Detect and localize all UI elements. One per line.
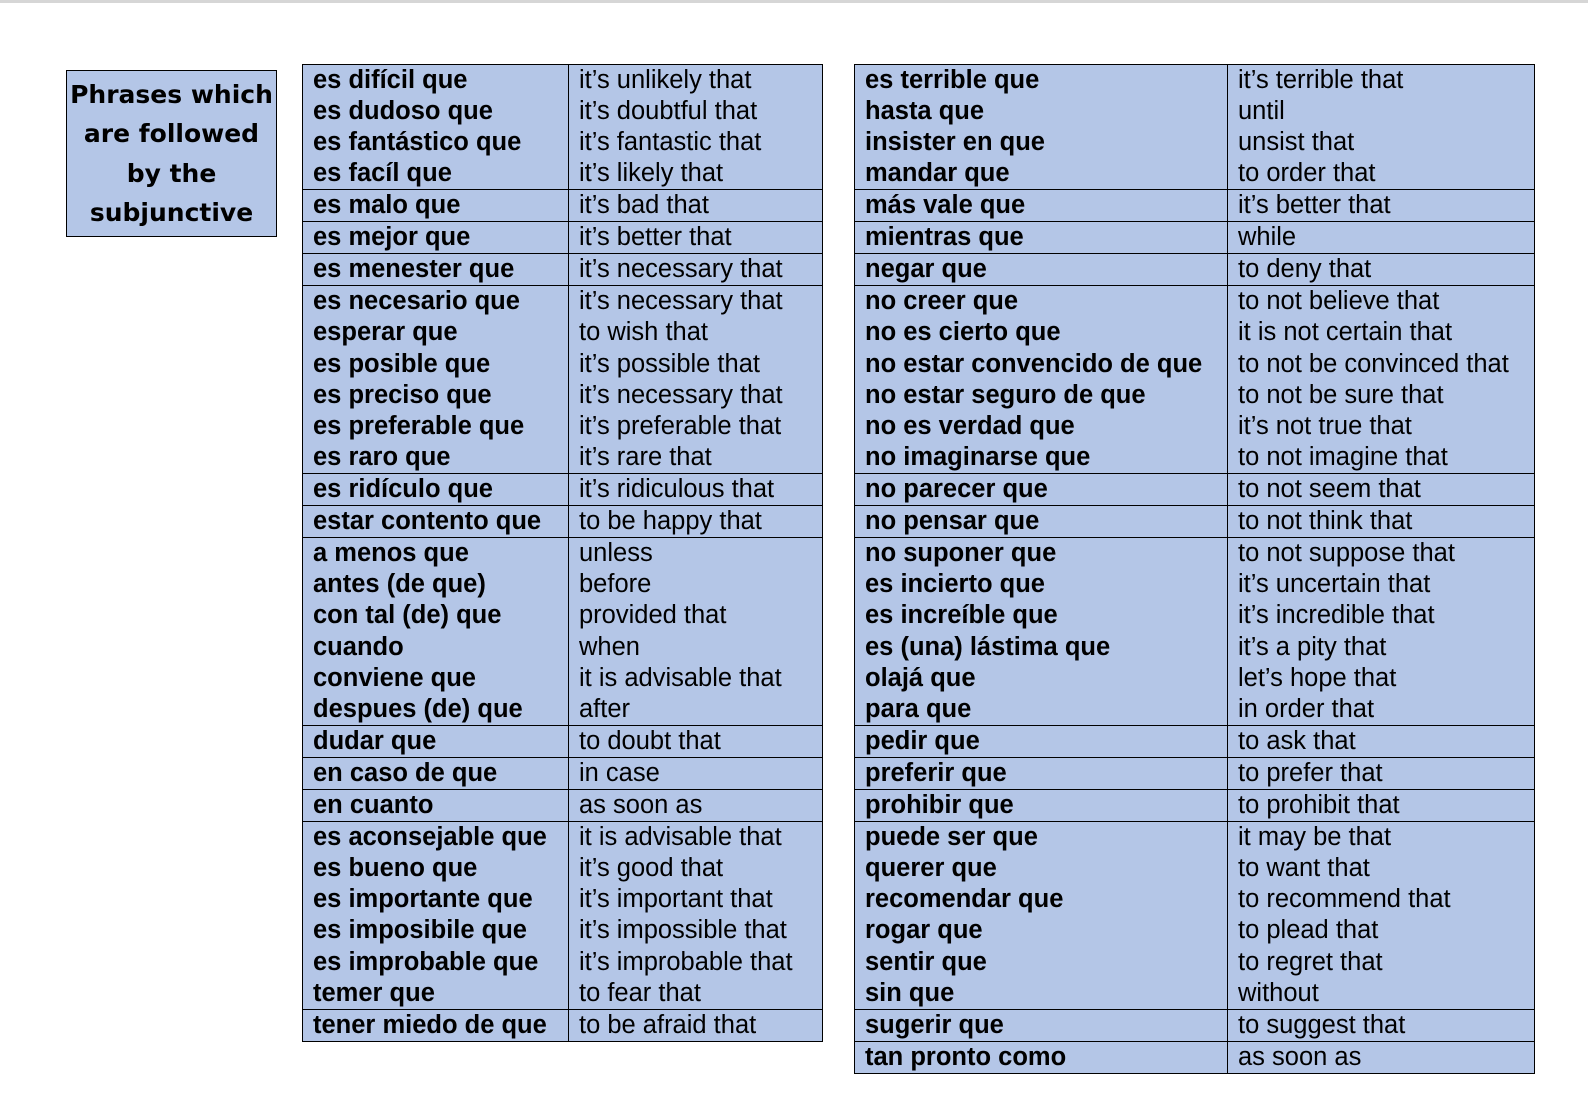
english-meaning: it may be that [1228, 821, 1535, 853]
spanish-phrase: sin que [855, 978, 1228, 1010]
spanish-phrase: antes (de que) [303, 569, 569, 600]
table-row [855, 1009, 1535, 1041]
spanish-phrase: es fantástico que [303, 127, 569, 158]
english-meaning: it’s likely that [569, 158, 823, 190]
table-row [303, 915, 823, 946]
table-row [855, 96, 1535, 127]
english-meaning: to not believe that [1228, 286, 1535, 318]
english-meaning: unless [569, 538, 823, 570]
english-meaning: to prefer that [1228, 757, 1535, 789]
spanish-phrase: es preciso que [303, 380, 569, 411]
english-meaning: to ask that [1228, 725, 1535, 757]
english-meaning: until [1228, 96, 1535, 127]
table-row [303, 821, 823, 853]
english-meaning: to be happy that [569, 506, 823, 538]
spanish-phrase: olajá que [855, 663, 1228, 694]
spanish-phrase: en cuanto [303, 789, 569, 821]
spanish-phrase: no estar seguro de que [855, 380, 1228, 411]
english-meaning: let’s hope that [1228, 663, 1535, 694]
spanish-phrase: es necesario que [303, 286, 569, 318]
table-row [303, 853, 823, 884]
spanish-phrase: sugerir que [855, 1009, 1228, 1041]
english-meaning: it’s important that [569, 884, 823, 915]
spanish-phrase: temer que [303, 978, 569, 1010]
spanish-phrase: no estar convencido de que [855, 349, 1228, 380]
english-meaning: it’s better that [1228, 190, 1535, 222]
table-row [855, 569, 1535, 600]
table-row [855, 65, 1535, 97]
table-row [303, 96, 823, 127]
table-row [855, 694, 1535, 726]
table-row [303, 286, 823, 318]
english-meaning: it’s impossible that [569, 915, 823, 946]
spanish-phrase: más vale que [855, 190, 1228, 222]
english-meaning: to wish that [569, 317, 823, 348]
table-row [303, 190, 823, 222]
english-meaning: to plead that [1228, 915, 1535, 946]
english-meaning: it’s a pity that [1228, 632, 1535, 663]
table-row [855, 349, 1535, 380]
table-row [303, 442, 823, 474]
english-meaning: it’s unlikely that [569, 65, 823, 97]
spanish-phrase: no es cierto que [855, 317, 1228, 348]
top-rule [0, 0, 1588, 3]
title-box [66, 70, 277, 237]
spanish-phrase: es imposibile que [303, 915, 569, 946]
english-meaning: it’s incredible that [1228, 600, 1535, 631]
table-row [855, 853, 1535, 884]
table-row [303, 411, 823, 442]
spanish-phrase: mientras que [855, 222, 1228, 254]
spanish-phrase: cuando [303, 632, 569, 663]
spanish-phrase: es ridículo que [303, 474, 569, 506]
english-meaning: it’s fantastic that [569, 127, 823, 158]
table-row [303, 663, 823, 694]
spanish-phrase: con tal (de) que [303, 600, 569, 631]
table-row [303, 538, 823, 570]
spanish-phrase: insister en que [855, 127, 1228, 158]
table-row [303, 946, 823, 977]
spanish-phrase: para que [855, 694, 1228, 726]
english-meaning: to not suppose that [1228, 538, 1535, 570]
spanish-phrase: es aconsejable que [303, 821, 569, 853]
spanish-phrase: es difícil que [303, 65, 569, 97]
spanish-phrase: no suponer que [855, 538, 1228, 570]
english-meaning: to deny that [1228, 254, 1535, 286]
english-meaning: it’s bad that [569, 190, 823, 222]
spanish-phrase: en caso de que [303, 757, 569, 789]
english-meaning: to not be convinced that [1228, 349, 1535, 380]
spanish-phrase: no pensar que [855, 506, 1228, 538]
english-meaning: it’s uncertain that [1228, 569, 1535, 600]
spanish-phrase: es incierto que [855, 569, 1228, 600]
english-meaning: to doubt that [569, 725, 823, 757]
english-meaning: after [569, 694, 823, 726]
spanish-phrase: es bueno que [303, 853, 569, 884]
table-row [303, 1009, 823, 1041]
spanish-phrase: no imaginarse que [855, 442, 1228, 474]
table-row [855, 663, 1535, 694]
spanish-phrase: esperar que [303, 317, 569, 348]
table-row [303, 222, 823, 254]
spanish-phrase: es importante que [303, 884, 569, 915]
spanish-phrase: es menester que [303, 254, 569, 286]
table-row [855, 317, 1535, 348]
english-meaning: it’s necessary that [569, 254, 823, 286]
english-meaning: to order that [1228, 158, 1535, 190]
table-row [855, 442, 1535, 474]
spanish-phrase: tan pronto como [855, 1041, 1228, 1073]
table-row [855, 1041, 1535, 1073]
table-row [303, 632, 823, 663]
table-row [855, 474, 1535, 506]
english-meaning: it is advisable that [569, 663, 823, 694]
table-row [855, 632, 1535, 663]
spanish-phrase: recomendar que [855, 884, 1228, 915]
table-row [855, 411, 1535, 442]
spanish-phrase: no creer que [855, 286, 1228, 318]
spanish-phrase: sentir que [855, 946, 1228, 977]
table-row [303, 474, 823, 506]
phrase-table-left [302, 64, 823, 1042]
spanish-phrase: tener miedo de que [303, 1009, 569, 1041]
english-meaning: to not seem that [1228, 474, 1535, 506]
table-row [303, 978, 823, 1010]
english-meaning: before [569, 569, 823, 600]
table-row [303, 694, 823, 726]
spanish-phrase: negar que [855, 254, 1228, 286]
english-meaning: to not think that [1228, 506, 1535, 538]
spanish-phrase: rogar que [855, 915, 1228, 946]
english-meaning: it’s terrible that [1228, 65, 1535, 97]
english-meaning: it’s better that [569, 222, 823, 254]
english-meaning: to prohibit that [1228, 789, 1535, 821]
spanish-phrase: preferir que [855, 757, 1228, 789]
table-row [303, 757, 823, 789]
table-row [303, 127, 823, 158]
spanish-phrase: es terrible que [855, 65, 1228, 97]
english-meaning: provided that [569, 600, 823, 631]
table-row [855, 222, 1535, 254]
english-meaning: to recommend that [1228, 884, 1535, 915]
table-row [303, 789, 823, 821]
english-meaning: as soon as [1228, 1041, 1535, 1073]
spanish-phrase: es raro que [303, 442, 569, 474]
english-meaning: it is not certain that [1228, 317, 1535, 348]
table-row [303, 506, 823, 538]
spanish-phrase: es malo que [303, 190, 569, 222]
english-meaning: to be afraid that [569, 1009, 823, 1041]
spanish-phrase: puede ser que [855, 821, 1228, 853]
table-row [303, 254, 823, 286]
table-row [303, 380, 823, 411]
english-meaning: it’s not true that [1228, 411, 1535, 442]
english-meaning: it’s ridiculous that [569, 474, 823, 506]
english-meaning: unsist that [1228, 127, 1535, 158]
table-row [303, 884, 823, 915]
table-row [855, 380, 1535, 411]
spanish-phrase: es (una) lástima que [855, 632, 1228, 663]
table-row [303, 317, 823, 348]
spanish-phrase: hasta que [855, 96, 1228, 127]
spanish-phrase: estar contento que [303, 506, 569, 538]
table-row [303, 569, 823, 600]
table-row [855, 190, 1535, 222]
table-row [855, 127, 1535, 158]
table-row [855, 254, 1535, 286]
english-meaning: while [1228, 222, 1535, 254]
spanish-phrase: es posible que [303, 349, 569, 380]
table-row [855, 821, 1535, 853]
spanish-phrase: es increíble que [855, 600, 1228, 631]
table-row [855, 600, 1535, 631]
english-meaning: to fear that [569, 978, 823, 1010]
spanish-phrase: no es verdad que [855, 411, 1228, 442]
spanish-phrase: es dudoso que [303, 96, 569, 127]
spanish-phrase: es improbable que [303, 946, 569, 977]
table-row [303, 349, 823, 380]
spanish-phrase: dudar que [303, 725, 569, 757]
table-row [303, 725, 823, 757]
english-meaning: to not be sure that [1228, 380, 1535, 411]
spanish-phrase: prohibir que [855, 789, 1228, 821]
english-meaning: it’s necessary that [569, 380, 823, 411]
english-meaning: to want that [1228, 853, 1535, 884]
table-row [855, 506, 1535, 538]
table-row [303, 600, 823, 631]
english-meaning: when [569, 632, 823, 663]
spanish-phrase: pedir que [855, 725, 1228, 757]
table-row [855, 789, 1535, 821]
page-title: Phrases which are followed by the subjunctive [70, 79, 273, 227]
english-meaning: it’s improbable that [569, 946, 823, 977]
english-meaning: in case [569, 757, 823, 789]
table-row [855, 286, 1535, 318]
table-row [855, 978, 1535, 1010]
english-meaning: it’s rare that [569, 442, 823, 474]
english-meaning: to regret that [1228, 946, 1535, 977]
table-row [855, 538, 1535, 570]
english-meaning: in order that [1228, 694, 1535, 726]
english-meaning: it’s preferable that [569, 411, 823, 442]
spanish-phrase: no parecer que [855, 474, 1228, 506]
table-row [303, 65, 823, 97]
table-row [855, 158, 1535, 190]
spanish-phrase: a menos que [303, 538, 569, 570]
english-meaning: it’s possible that [569, 349, 823, 380]
english-meaning: as soon as [569, 789, 823, 821]
table-row [855, 884, 1535, 915]
table-row [855, 915, 1535, 946]
english-meaning: to suggest that [1228, 1009, 1535, 1041]
table-row [855, 725, 1535, 757]
spanish-phrase: es mejor que [303, 222, 569, 254]
spanish-phrase: querer que [855, 853, 1228, 884]
table-row [303, 158, 823, 190]
english-meaning: it’s doubtful that [569, 96, 823, 127]
english-meaning: it’s good that [569, 853, 823, 884]
table-row [855, 946, 1535, 977]
spanish-phrase: es preferable que [303, 411, 569, 442]
english-meaning: it’s necessary that [569, 286, 823, 318]
english-meaning: without [1228, 978, 1535, 1010]
spanish-phrase: despues (de) que [303, 694, 569, 726]
phrase-table-right [854, 64, 1535, 1074]
english-meaning: it is advisable that [569, 821, 823, 853]
spanish-phrase: es facíl que [303, 158, 569, 190]
spanish-phrase: conviene que [303, 663, 569, 694]
english-meaning: to not imagine that [1228, 442, 1535, 474]
spanish-phrase: mandar que [855, 158, 1228, 190]
table-row [855, 757, 1535, 789]
